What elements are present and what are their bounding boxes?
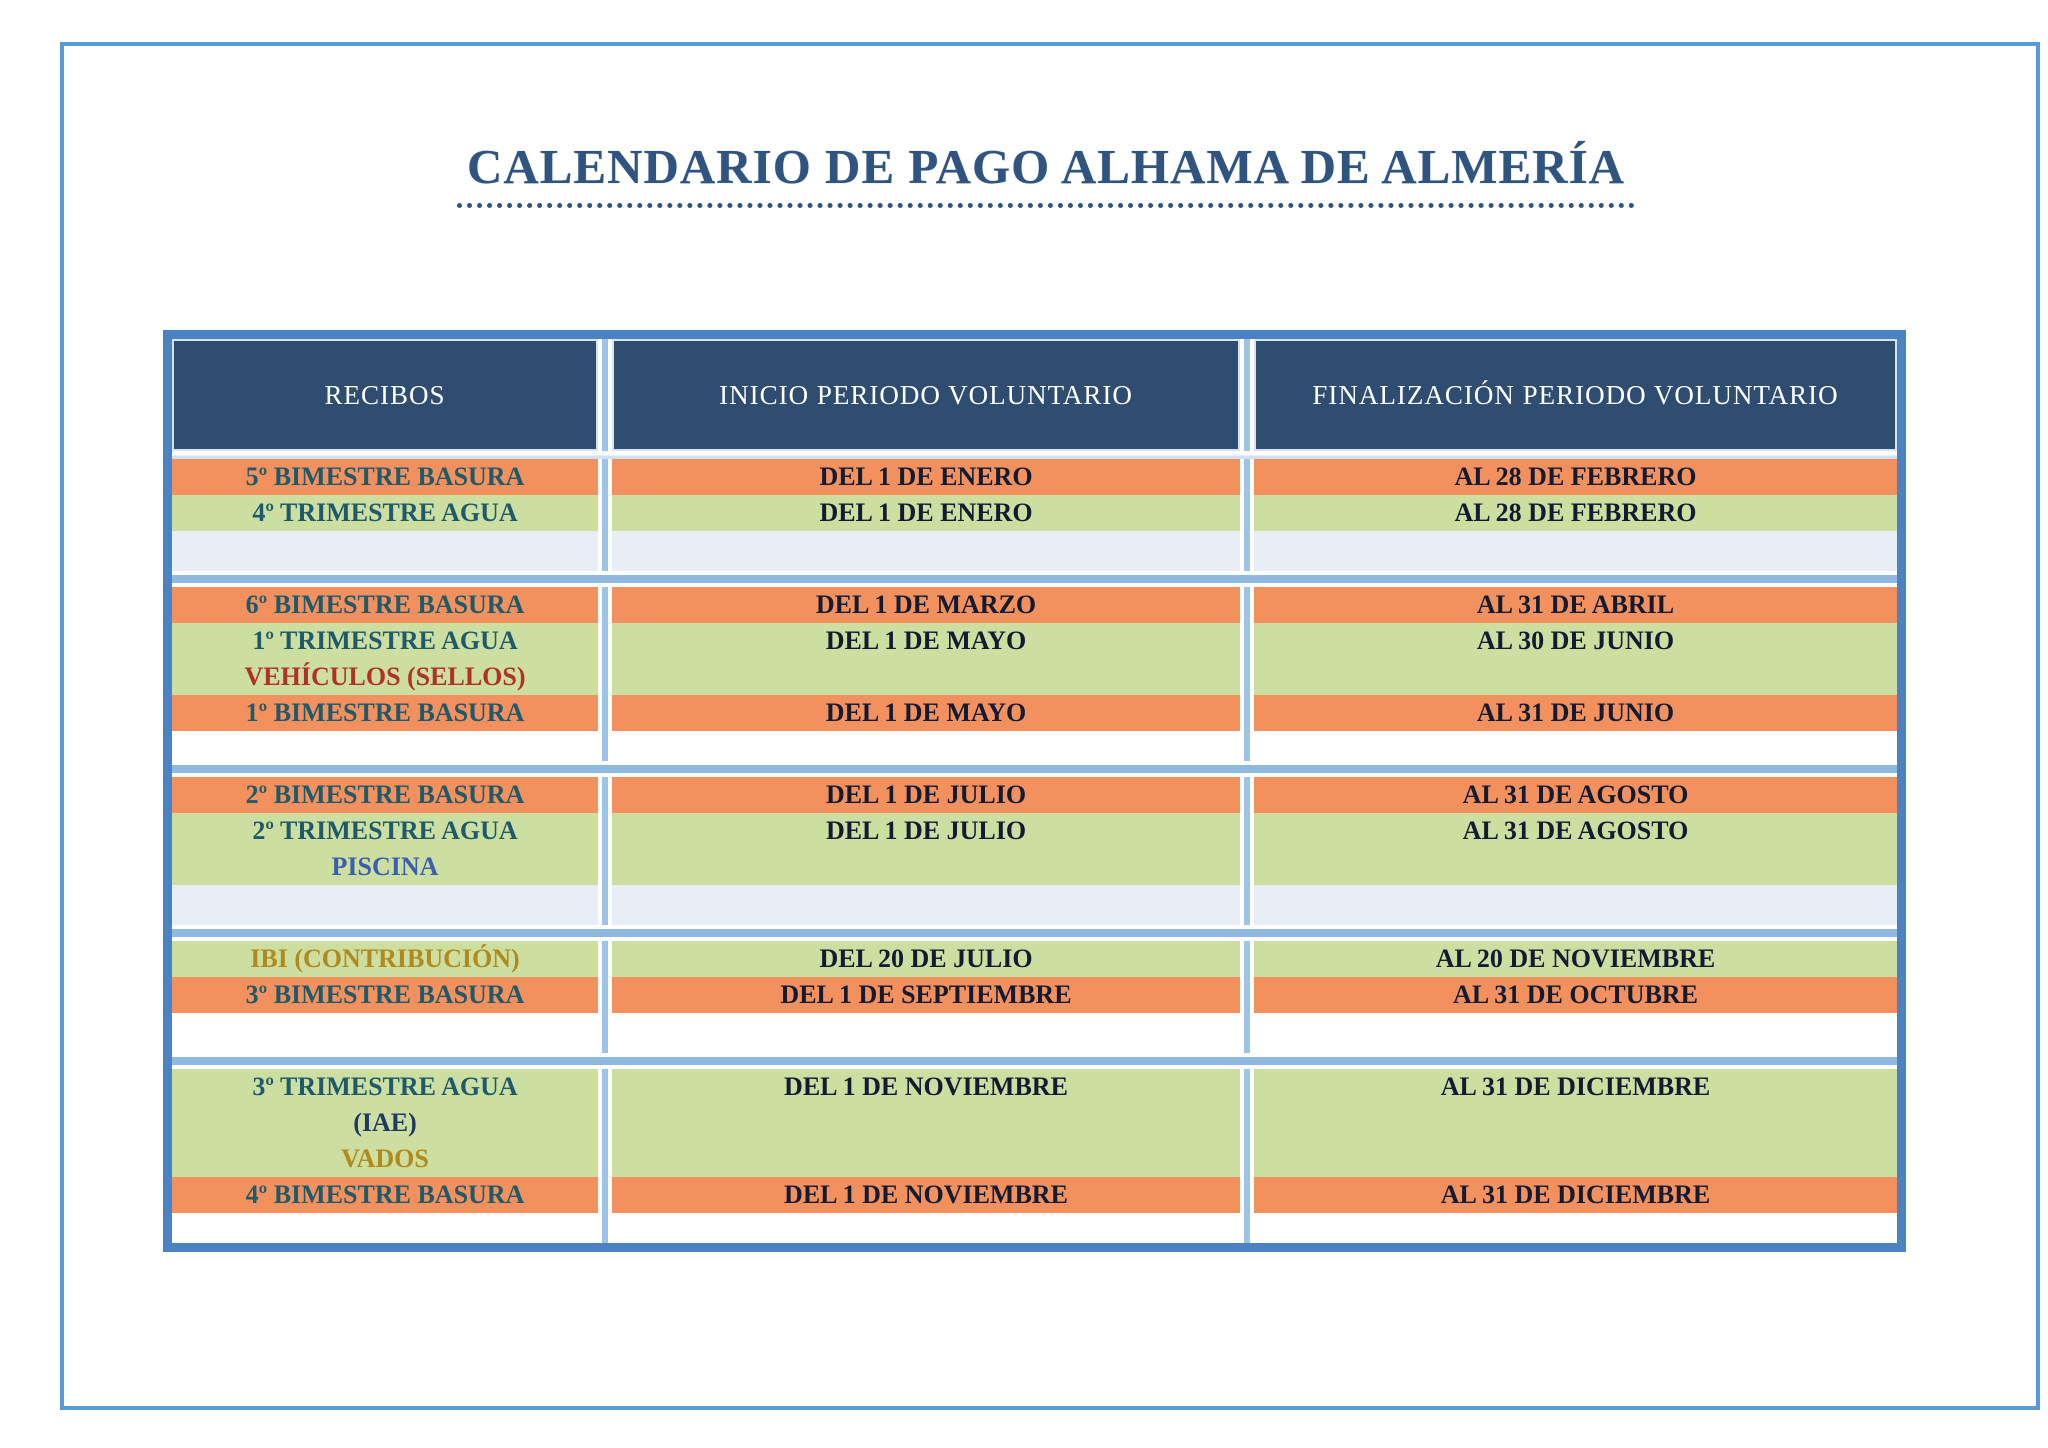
table-row (172, 659, 1897, 695)
column-divider (1240, 731, 1254, 761)
column-divider (598, 941, 612, 977)
table-row (172, 977, 1897, 1013)
table-row (172, 941, 1897, 977)
fin-cell: AL 31 DE JUNIO (1254, 695, 1897, 731)
table-row (172, 1177, 1897, 1213)
payment-calendar-table (163, 330, 1906, 1252)
empty-cell (612, 885, 1240, 925)
column-divider (598, 777, 612, 813)
table-row (172, 587, 1897, 623)
title-container (60, 138, 2032, 208)
fin-cell: AL 31 DE DICIEMBRE (1254, 1177, 1897, 1213)
column-divider (1240, 885, 1254, 925)
column-divider (598, 339, 612, 451)
table-row (172, 459, 1897, 495)
column-divider (598, 623, 612, 659)
inicio-cell: DEL 1 DE JULIO (612, 777, 1240, 813)
column-divider (598, 813, 612, 849)
column-divider (1240, 849, 1254, 885)
empty-cell (612, 1213, 1240, 1243)
recibo-cell: 1º TRIMESTRE AGUA (172, 623, 598, 659)
page-title: CALENDARIO DE PAGO ALHAMA DE ALMERÍA (457, 138, 1635, 208)
block-separator (172, 925, 1897, 941)
empty-cell (1254, 531, 1897, 571)
column-divider (598, 1013, 612, 1053)
column-divider (1240, 1013, 1254, 1053)
fin-cell (1254, 1105, 1897, 1141)
recibo-cell: (IAE) (172, 1105, 598, 1141)
fin-cell (1254, 849, 1897, 885)
column-divider (598, 531, 612, 571)
column-divider (1240, 531, 1254, 571)
inicio-cell (612, 849, 1240, 885)
table-row (172, 1141, 1897, 1177)
column-divider (598, 1069, 612, 1105)
empty-cell (172, 1213, 598, 1243)
recibo-cell: 2º BIMESTRE BASURA (172, 777, 598, 813)
fin-cell: AL 31 DE DICIEMBRE (1254, 1069, 1897, 1105)
column-divider (1240, 495, 1254, 531)
inicio-cell: DEL 1 DE NOVIEMBRE (612, 1069, 1240, 1105)
column-divider (1240, 587, 1254, 623)
recibo-cell: VADOS (172, 1141, 598, 1177)
recibo-cell: 3º TRIMESTRE AGUA (172, 1069, 598, 1105)
recibo-cell: 6º BIMESTRE BASURA (172, 587, 598, 623)
table-row (172, 849, 1897, 885)
recibo-cell: PISCINA (172, 849, 598, 885)
spacer-row (172, 731, 1897, 761)
spacer-row (172, 885, 1897, 925)
column-divider (598, 1177, 612, 1213)
column-divider (598, 1213, 612, 1243)
fin-cell: AL 31 DE AGOSTO (1254, 777, 1897, 813)
fin-cell: AL 20 DE NOVIEMBRE (1254, 941, 1897, 977)
column-divider (1240, 459, 1254, 495)
column-divider (1240, 339, 1254, 451)
table-row (172, 813, 1897, 849)
table-row (172, 1069, 1897, 1105)
column-divider (1240, 1213, 1254, 1243)
spacer-row (172, 1013, 1897, 1053)
fin-cell: AL 28 DE FEBRERO (1254, 459, 1897, 495)
empty-cell (1254, 1013, 1897, 1053)
block-separator (172, 571, 1897, 587)
recibo-cell: 1º BIMESTRE BASURA (172, 695, 598, 731)
row-separator (172, 451, 1897, 459)
inicio-cell: DEL 1 DE MAYO (612, 623, 1240, 659)
header-inicio: INICIO PERIODO VOLUNTARIO (612, 339, 1240, 451)
fin-cell: AL 31 DE OCTUBRE (1254, 977, 1897, 1013)
inicio-cell: DEL 1 DE SEPTIEMBRE (612, 977, 1240, 1013)
column-divider (598, 849, 612, 885)
empty-cell (1254, 1213, 1897, 1243)
fin-cell (1254, 659, 1897, 695)
table-row (172, 495, 1897, 531)
inicio-cell: DEL 20 DE JULIO (612, 941, 1240, 977)
recibo-cell: VEHÍCULOS (SELLOS) (172, 659, 598, 695)
empty-cell (612, 1013, 1240, 1053)
empty-cell (172, 1013, 598, 1053)
column-divider (598, 1141, 612, 1177)
empty-cell (612, 731, 1240, 761)
spacer-row (172, 1213, 1897, 1243)
table-row (172, 695, 1897, 731)
column-divider (1240, 659, 1254, 695)
block-separator (172, 1053, 1897, 1069)
fin-cell: AL 31 DE ABRIL (1254, 587, 1897, 623)
table-row (172, 1105, 1897, 1141)
block-separator (172, 761, 1897, 777)
column-divider (1240, 1069, 1254, 1105)
column-divider (598, 587, 612, 623)
empty-cell (172, 885, 598, 925)
recibo-cell: 2º TRIMESTRE AGUA (172, 813, 598, 849)
column-divider (1240, 1105, 1254, 1141)
inicio-cell (612, 659, 1240, 695)
table-row (172, 777, 1897, 813)
column-divider (598, 695, 612, 731)
column-divider (1240, 813, 1254, 849)
empty-cell (1254, 731, 1897, 761)
fin-cell (1254, 1141, 1897, 1177)
empty-cell (612, 531, 1240, 571)
recibo-cell: 3º BIMESTRE BASURA (172, 977, 598, 1013)
header-finalizacion: FINALIZACIÓN PERIODO VOLUNTARIO (1254, 339, 1897, 451)
recibo-cell: 5º BIMESTRE BASURA (172, 459, 598, 495)
column-divider (598, 731, 612, 761)
inicio-cell: DEL 1 DE ENERO (612, 459, 1240, 495)
inicio-cell (612, 1141, 1240, 1177)
empty-cell (1254, 885, 1897, 925)
empty-cell (172, 531, 598, 571)
header-recibos: RECIBOS (172, 339, 598, 451)
fin-cell: AL 30 DE JUNIO (1254, 623, 1897, 659)
recibo-cell: 4º BIMESTRE BASURA (172, 1177, 598, 1213)
column-divider (598, 885, 612, 925)
recibo-cell: 4º TRIMESTRE AGUA (172, 495, 598, 531)
spacer-row (172, 531, 1897, 571)
column-divider (598, 977, 612, 1013)
inicio-cell: DEL 1 DE MAYO (612, 695, 1240, 731)
table-header-row (172, 339, 1897, 451)
inicio-cell (612, 1105, 1240, 1141)
inicio-cell: DEL 1 DE MARZO (612, 587, 1240, 623)
column-divider (1240, 777, 1254, 813)
column-divider (1240, 1141, 1254, 1177)
empty-cell (172, 731, 598, 761)
fin-cell: AL 31 DE AGOSTO (1254, 813, 1897, 849)
inicio-cell: DEL 1 DE NOVIEMBRE (612, 1177, 1240, 1213)
column-divider (1240, 1177, 1254, 1213)
column-divider (598, 1105, 612, 1141)
inicio-cell: DEL 1 DE JULIO (612, 813, 1240, 849)
column-divider (1240, 941, 1254, 977)
inicio-cell: DEL 1 DE ENERO (612, 495, 1240, 531)
column-divider (598, 495, 612, 531)
column-divider (1240, 977, 1254, 1013)
column-divider (598, 659, 612, 695)
column-divider (598, 459, 612, 495)
recibo-cell: IBI (CONTRIBUCIÓN) (172, 941, 598, 977)
fin-cell: AL 28 DE FEBRERO (1254, 495, 1897, 531)
column-divider (1240, 623, 1254, 659)
table-row (172, 623, 1897, 659)
column-divider (1240, 695, 1254, 731)
